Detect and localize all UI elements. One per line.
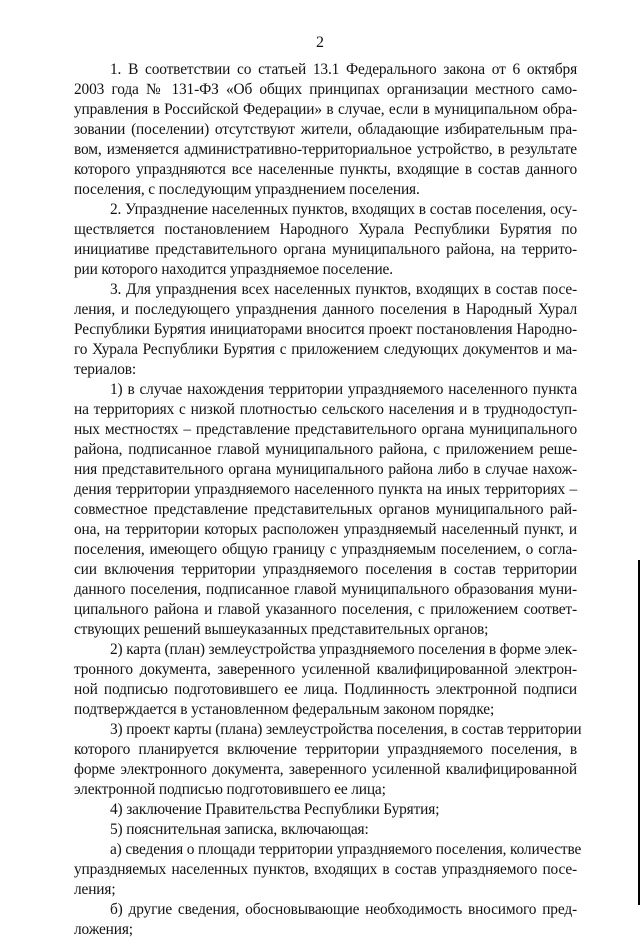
text-line: 5) пояснительная записка, включающая: (110, 821, 369, 838)
text-line: ной подписью подготовившего ее лица. Подлинность электронной подписи (74, 681, 577, 698)
text-line: 3. Для упразднения всех населенных пунктов, входящих в состав посе- (110, 281, 577, 298)
text-line: дения территории упраздняемого населенного пункта на иных территориях – (74, 481, 577, 498)
text-line: ствующих решений вышеуказанных представительных органов; (74, 621, 489, 638)
text-line: тронного документа, заверенного усиленной квалифицированной электрон- (74, 661, 577, 678)
text-line: ных местностях – представление представительного органа муниципального (74, 421, 577, 438)
text-line: она, на территории которых расположен упраздняемый населенный пункт, и (74, 521, 577, 538)
text-line: поселения, имеющего общую границу с упраздняемым поселением, о согла- (74, 541, 577, 558)
text-line: 1. В соответствии со статьей 13.1 Федерального закона от 6 октября (110, 61, 577, 78)
text-line: ложения; (74, 921, 133, 938)
text-line: 2003 года № 131-ФЗ «Об общих принципах организации местного само- (74, 81, 577, 98)
text-line: 2) карта (план) землеустройства упраздняемого поселения в форме элек- (110, 641, 578, 658)
text-line: рии которого находится упраздняемое поселение. (74, 261, 393, 278)
text-line: вом, изменяется административно-территориальное устройство, в результате (74, 141, 577, 158)
page-number: 2 (316, 34, 324, 51)
text-line: ления, и последующего упразднения данного поселения в Народный Хурал (74, 301, 577, 318)
text-line: б) другие сведения, обосновывающие необходимость вносимого пред- (110, 901, 577, 918)
text-line: подтверждается в установленном федеральным законом порядке; (74, 701, 495, 718)
text-line: района, подписанное главой муниципального района, с приложением реше- (74, 441, 577, 458)
text-line: электронной подписью подготовившего ее лица; (74, 781, 386, 798)
text-line: 4) заключение Правительства Республики Бурятия; (110, 801, 440, 818)
text-line: управления в Российской Федерации» в случае, если в муниципальном обра- (74, 101, 577, 118)
text-line: ципального района и главой указанного поселения, с приложением соответ- (74, 601, 577, 618)
text-line: которого упраздняются все населенные пункты, входящие в состав данного (74, 161, 577, 178)
text-line: зовании (поселении) отсутствуют жители, обладающие избирательным пра- (74, 121, 577, 138)
text-line: 1) в случае нахождения территории упраздняемого населенного пункта (110, 381, 577, 398)
text-line: 2. Упразднение населенных пунктов, входящих в состав поселения, осу- (110, 201, 577, 218)
text-line: инициативе представительного органа муниципального района, на террито- (74, 241, 577, 258)
text-line: ления; (74, 881, 116, 898)
text-line: а) сведения о площади территории упраздняемого поселения, количестве (110, 841, 582, 858)
text-line: Республики Бурятия инициаторами вносится проект постановления Народно- (74, 321, 577, 338)
text-line: которого планируется включение территории упраздняемого поселения, в (74, 741, 577, 758)
text-line: ния представительного органа муниципального района либо в случае нахож- (74, 461, 577, 478)
text-line: упраздняемых населенных пунктов, входящих в состав упраздняемого посе- (74, 861, 577, 878)
text-line: ществляется постановлением Народного Хурала Республики Бурятия по (74, 221, 577, 238)
text-line: го Хурала Республики Бурятия с приложением следующих документов и ма- (74, 341, 577, 358)
text-line: на территориях с низкой плотностью сельского населения и в труднодоступ- (74, 401, 577, 418)
text-line: данного поселения, подписанное главой муниципального образования муни- (74, 581, 577, 598)
document-body (74, 60, 582, 940)
text-line: 3) проект карты (плана) землеустройства поселения, в состав территории (110, 721, 582, 738)
text-line: форме электронного документа, заверенного усиленной квалифицированной (74, 761, 577, 778)
text-line: териалов: (74, 361, 137, 378)
text-line: сии включения территории упраздняемого поселения в состав территории (74, 561, 577, 578)
text-line: поселения, с последующим упразднением поселения. (74, 181, 420, 198)
text-line: совместное представление представительных органов муниципального рай- (74, 501, 577, 518)
